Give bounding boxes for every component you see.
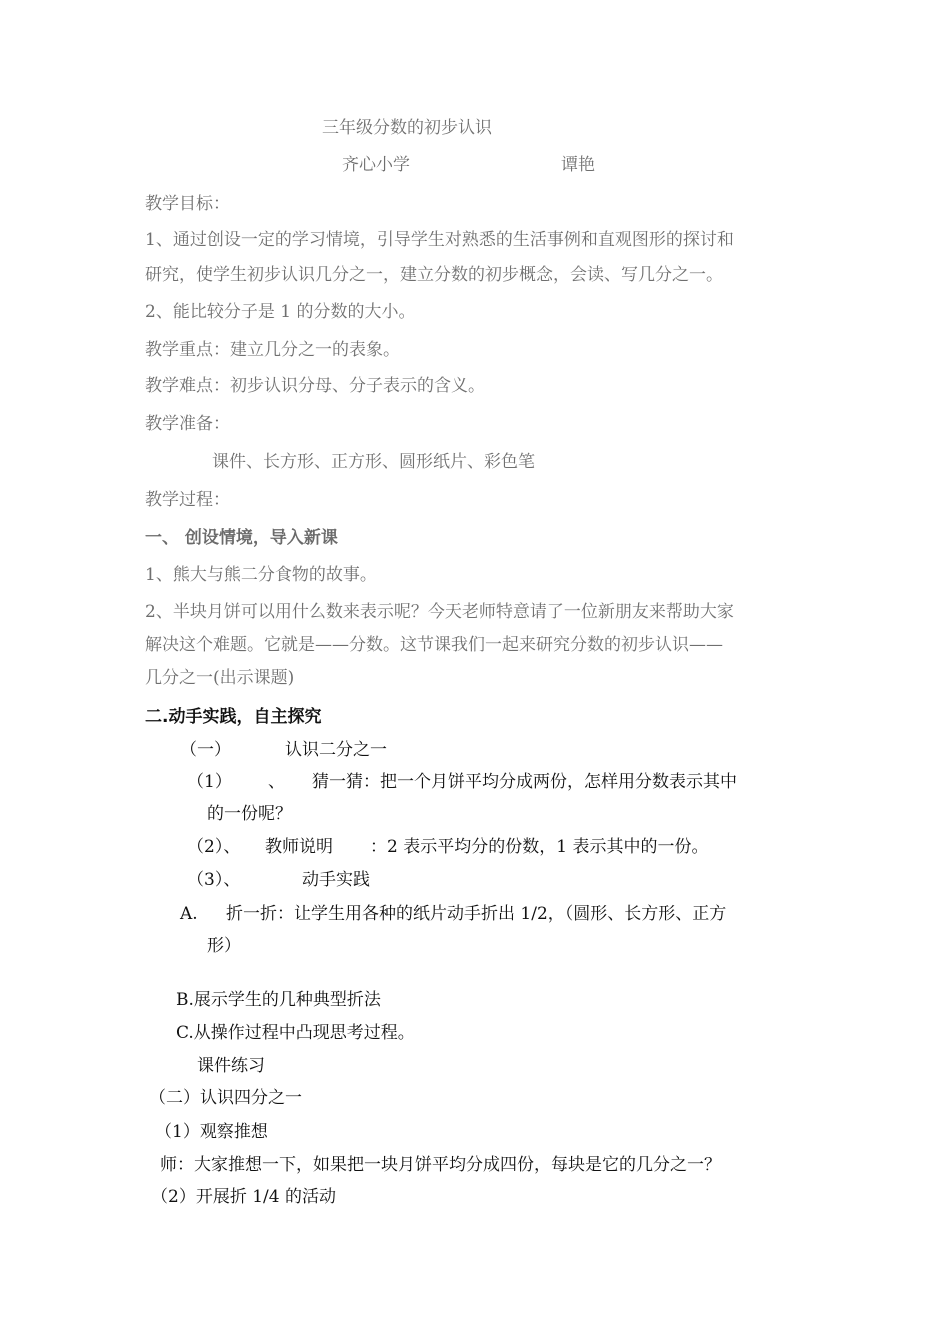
preparation-items: 课件、长方形、正方形、圆形纸片、彩色笔 xyxy=(212,452,535,472)
activity-a-continuation: 形） xyxy=(207,936,241,956)
step-2-label: （2）、 xyxy=(187,837,241,857)
part-2-teacher-prompt: 师：大家推想一下，如果把一块月饼平均分成四份，每块是它的几分之一？ xyxy=(160,1155,721,1175)
courseware-practice: 课件练习 xyxy=(197,1056,265,1076)
process-heading: 教学过程： xyxy=(145,490,230,510)
preparation-heading: 教学准备： xyxy=(145,414,230,434)
section-1-item-2-line-3: 几分之一(出示课题) xyxy=(145,668,295,688)
activity-b: B.展示学生的几种典型折法 xyxy=(176,990,381,1010)
part-2-step-2: （2）开展折 1/4 的活动 xyxy=(151,1187,336,1207)
activity-a-text: 折一折：让学生用各种的纸片动手折出 1/2，（圆形、长方形、正方 xyxy=(226,904,727,924)
doc-title: 三年级分数的初步认识 xyxy=(322,118,492,138)
step-1-continuation: 的一份呢？ xyxy=(207,804,292,824)
school-name: 齐心小学 xyxy=(342,155,410,175)
step-3-title: 动手实践 xyxy=(302,870,370,890)
step-3-label: （3）、 xyxy=(187,870,241,890)
step-2-text: ：2 表示平均分的份数，1 表示其中的一份。 xyxy=(370,837,709,857)
activity-c: C.从操作过程中凸现思考过程。 xyxy=(176,1023,415,1043)
step-1-separator: 、 xyxy=(268,772,285,792)
section-1-item-2-line-1: 2、半块月饼可以用什么数来表示呢？今天老师特意请了一位新朋友来帮助大家 xyxy=(145,602,734,622)
activity-a-label: A. xyxy=(180,904,198,924)
part-2-title: （二）认识四分之一 xyxy=(149,1088,302,1108)
section-1-heading: 一、 创设情境，导入新课 xyxy=(145,528,338,548)
key-point: 教学重点：建立几分之一的表象。 xyxy=(145,340,400,360)
section-1-item-1: 1、熊大与熊二分食物的故事。 xyxy=(145,565,377,585)
step-1-label: （1） xyxy=(187,772,232,792)
step-2-title: 教师说明 xyxy=(265,837,333,857)
part-1-label: （一） xyxy=(180,740,231,760)
objective-1-line-1: 1、通过创设一定的学习情境，引导学生对熟悉的生活事例和直观图形的探讨和 xyxy=(145,230,734,250)
part-1-title: 认识二分之一 xyxy=(285,740,387,760)
objective-1-line-2: 研究，使学生初步认识几分之一，建立分数的初步概念，会读、写几分之一。 xyxy=(145,265,723,285)
part-2-step-1: （1）观察推想 xyxy=(155,1122,268,1142)
teacher-name: 谭艳 xyxy=(561,155,595,175)
difficulty: 教学难点：初步认识分母、分子表示的含义。 xyxy=(145,376,485,396)
objective-2: 2、能比较分子是 1 的分数的大小。 xyxy=(145,302,416,322)
objectives-heading: 教学目标： xyxy=(145,194,230,214)
section-1-item-2-line-2: 解决这个难题。它就是——分数。这节课我们一起来研究分数的初步认识—— xyxy=(145,635,723,655)
step-1-text: 猜一猜：把一个月饼平均分成两份，怎样用分数表示其中 xyxy=(312,772,737,792)
section-2-heading: 二.动手实践，自主探究 xyxy=(145,707,322,727)
